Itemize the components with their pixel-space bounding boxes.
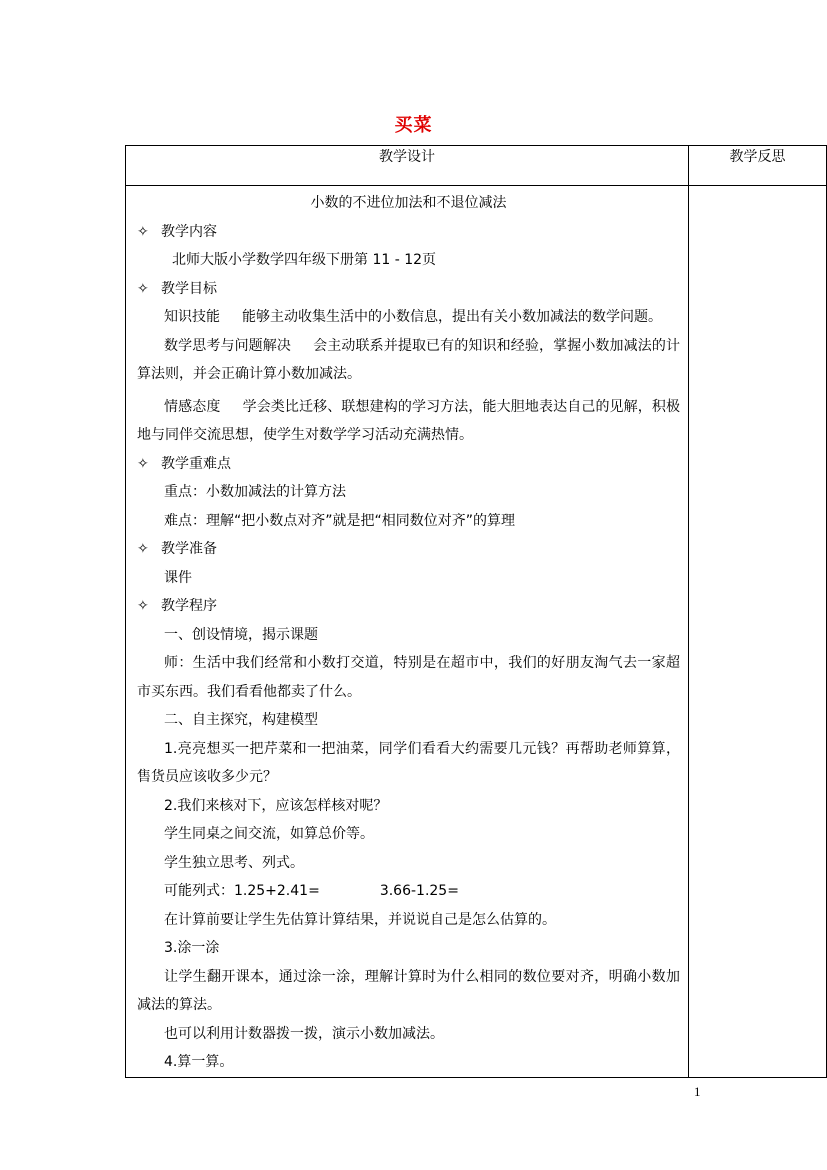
procedure-line: 学生独立思考、列式。 (164, 854, 304, 871)
table-header-row (126, 146, 827, 186)
diamond-bullet-icon: ✧ (137, 455, 149, 472)
procedure-line: 2.我们来核对下，应该怎样核对呢？ (164, 797, 388, 814)
header-reflect: 教学反思 (689, 146, 827, 186)
procedure-step-heading: 3.涂一涂 (164, 940, 220, 956)
reflection-cell (689, 186, 827, 1078)
textbook-reference: 北师大版小学数学四年级下册第 11 - 12页 (172, 252, 437, 268)
section-content-label: 教学内容 (161, 223, 217, 240)
section-procedure-label: 教学程序 (161, 598, 217, 614)
goal-text: 学会类比迁移、联想建构的学习方法，能大胆地表达自己的见解，积极地与同伴交流思想，使学生对数学学习活动充满热情。 (137, 398, 681, 443)
diamond-bullet-icon: ✧ (137, 541, 149, 557)
procedure-step-heading: 4.算一算。 (164, 1054, 234, 1070)
goal-label: 知识技能 (164, 309, 220, 325)
table-body-row (126, 186, 827, 1078)
header-design: 教学设计 (126, 146, 689, 186)
procedure-step-heading: 一、创设情境，揭示课题 (164, 626, 318, 643)
design-cell (126, 186, 689, 1078)
document-title: 买菜 (394, 115, 433, 136)
goal-thinking (137, 332, 680, 389)
section-heading (137, 450, 680, 479)
procedure-paragraph: 1.亮亮想买一把芹菜和一把油菜，同学们看看大约需要几元钱？再帮助老师算算，售货员应该收多少元？ (137, 740, 680, 785)
goal-label: 数学思考与问题解决 (164, 337, 292, 354)
procedure-line: 学生同桌之间交流，如算总价等。 (164, 826, 374, 842)
formula: 3.66-1.25= (379, 883, 459, 899)
diamond-bullet-icon: ✧ (137, 280, 149, 297)
goal-knowledge (137, 303, 680, 332)
lesson-plan-table (125, 145, 827, 1078)
formula: 可能列式：1.25+2.41= (164, 883, 320, 899)
lesson-subtitle: 小数的不进位加法和不退位减法 (310, 195, 507, 211)
procedure-step-heading: 二、自主探究，构建模型 (164, 712, 318, 728)
page-number: 1 (694, 1084, 701, 1099)
difficult-point: 难点：理解“把小数点对齐”就是把“相同数位对齐”的算理 (164, 512, 516, 529)
goal-text: 会主动联系并提取已有的知识和经验，掌握小数加减法的计算法则，并会正确计算小数加减法。 (137, 337, 681, 382)
section-heading (137, 535, 680, 564)
procedure-formula-line (137, 877, 680, 906)
section-prep-label: 教学准备 (161, 541, 217, 557)
procedure-line: 在计算前要让学生先估算计算结果，并说说自己是怎么估算的。 (164, 911, 556, 928)
procedure-paragraph: 师：生活中我们经常和小数打交道，特别是在超市中，我们的好朋友淘气去一家超市买东西。我们看看他都卖了什么。 (137, 655, 680, 700)
prep-item: 课件 (164, 569, 192, 586)
section-goals-label: 教学目标 (161, 280, 217, 297)
goal-attitude (137, 393, 680, 450)
section-heading (137, 218, 680, 247)
design-content (126, 186, 688, 1077)
diamond-bullet-icon: ✧ (137, 223, 149, 240)
section-key-label: 教学重难点 (161, 455, 231, 472)
diamond-bullet-icon: ✧ (137, 598, 149, 614)
section-heading (137, 275, 680, 304)
goal-label: 情感态度 (164, 398, 221, 415)
goal-text: 能够主动收集生活中的小数信息，提出有关小数加减法的数学问题。 (242, 309, 662, 325)
procedure-line: 也可以利用计数器拨一拨，演示小数加减法。 (164, 1025, 444, 1042)
key-point: 重点：小数加减法的计算方法 (164, 484, 346, 500)
section-heading (137, 592, 680, 621)
procedure-paragraph: 让学生翻开课本，通过涂一涂，理解计算时为什么相同的数位要对齐，明确小数加减法的算法。 (137, 968, 680, 1013)
